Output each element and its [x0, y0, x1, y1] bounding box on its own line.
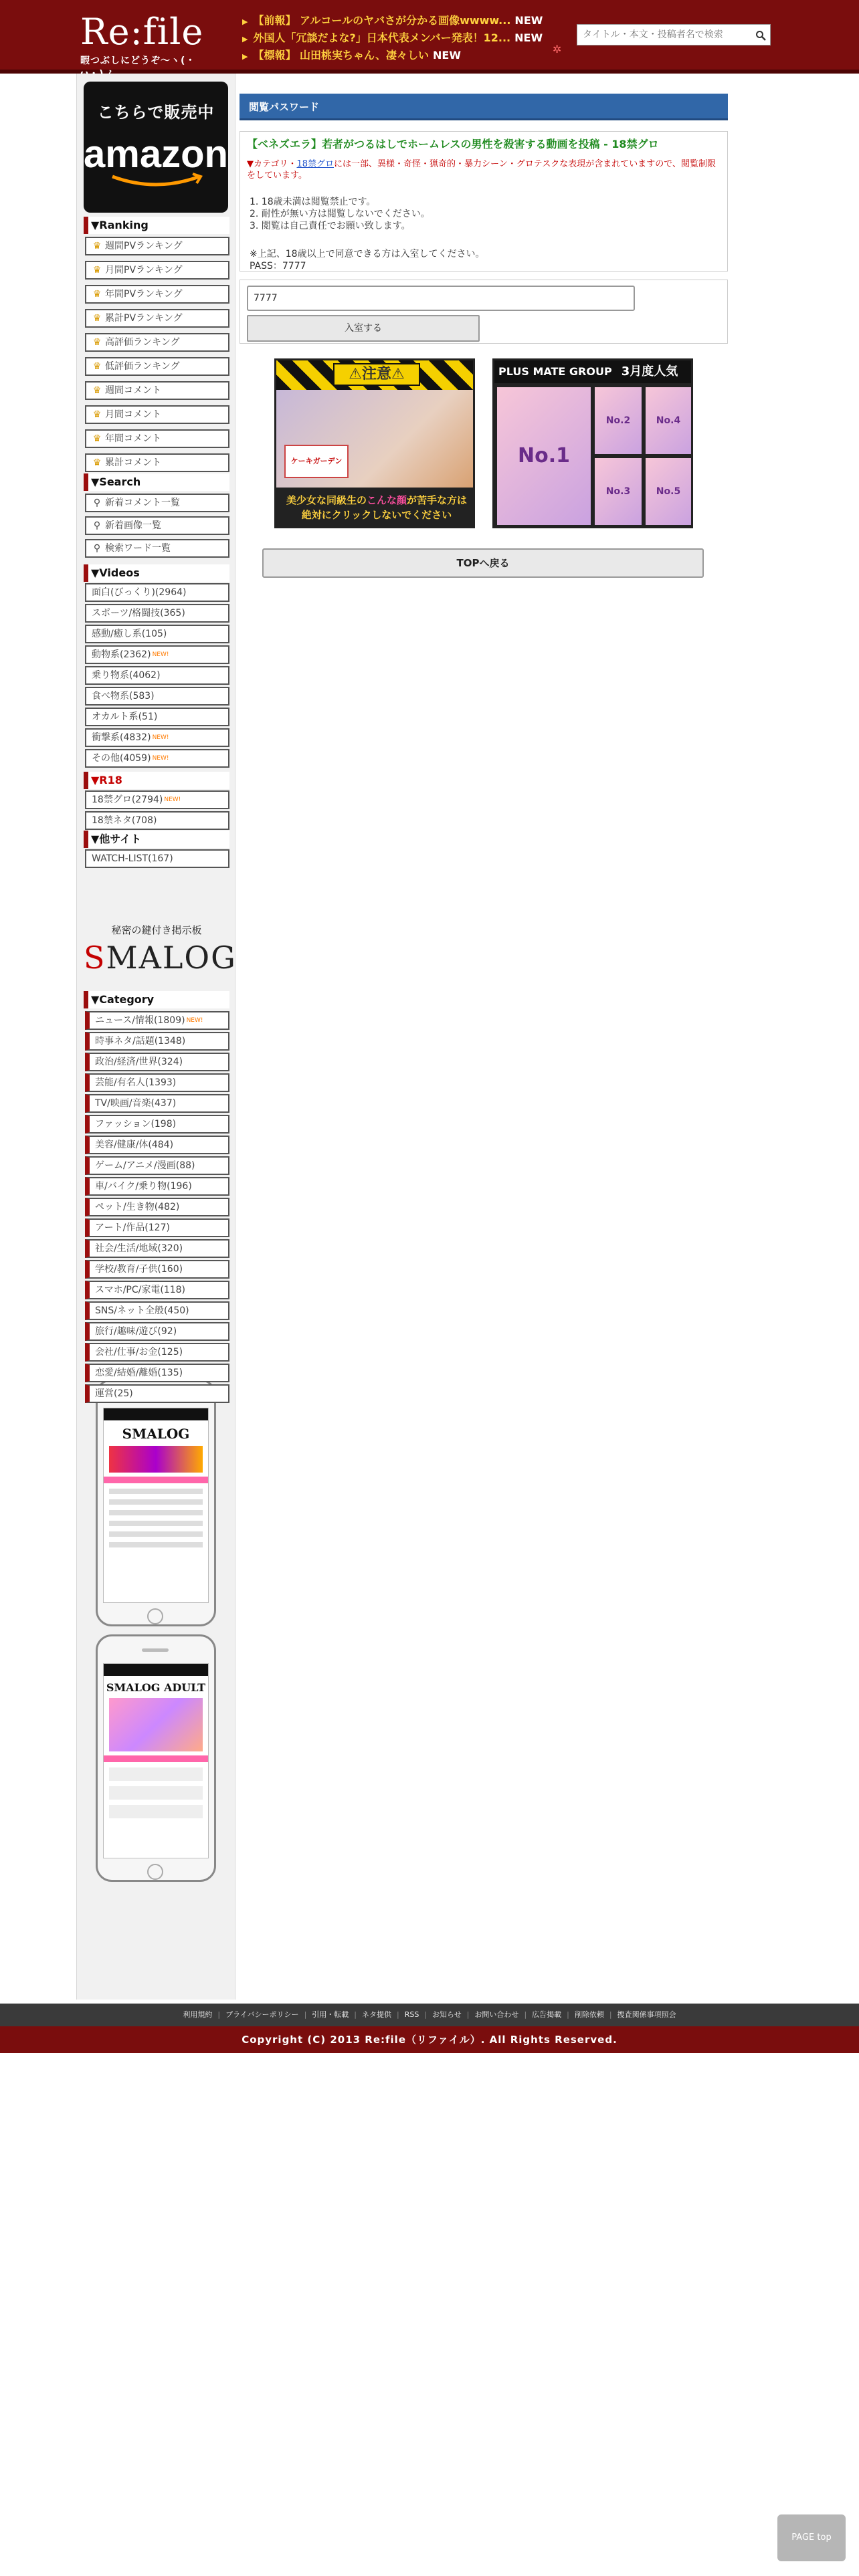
sidebar-search-item[interactable]: [85, 539, 229, 558]
sidebar-video-item[interactable]: [85, 645, 229, 664]
section-r18: ▼R18: [84, 772, 229, 789]
sidebar-item-label: 社会/生活/地域(320): [95, 1243, 183, 1254]
search-icon[interactable]: [755, 30, 766, 41]
crown-icon: ♛: [92, 433, 102, 444]
ad-banner-ranking[interactable]: [492, 358, 693, 528]
sidebar-item-label: 芸能/有名人(1393): [95, 1077, 177, 1088]
sidebar-ranking-item[interactable]: [85, 429, 229, 448]
footer-link[interactable]: プライバシーポリシー: [225, 2010, 299, 2019]
sidebar-item-label: 新着画像一覧: [105, 520, 161, 531]
crown-icon: ♛: [92, 241, 102, 251]
sidebar-video-item[interactable]: [85, 666, 229, 685]
warning-prefix: ▼カテゴリ・: [247, 159, 297, 169]
ad-caption-line2: 絶対にクリックしないでください: [301, 509, 452, 521]
sidebar-item-label: 新着コメント一覧: [105, 498, 180, 508]
rules-list: [250, 196, 718, 232]
footer-separator: |: [524, 2010, 527, 2019]
sidebar-item-label: 高評価ランキング: [105, 337, 180, 348]
smartphone-banner[interactable]: [96, 1379, 216, 1626]
sidebar-item-label: 政治/経済/世界(324): [95, 1057, 183, 1067]
sidebar-r18-item[interactable]: [85, 790, 229, 809]
pass-hint: PASS：7777: [250, 261, 306, 272]
footer-separator: |: [609, 2010, 612, 2019]
news-ticker: [242, 12, 557, 64]
ticker-item[interactable]: [242, 12, 557, 29]
warning-tag-text: 注意: [361, 366, 391, 383]
sidebar-category-item[interactable]: [85, 1343, 229, 1362]
sidebar-ranking-item[interactable]: [85, 237, 229, 255]
sidebar-ranking-item[interactable]: [85, 381, 229, 400]
sidebar-r18-item[interactable]: [85, 811, 229, 830]
arrow-right-icon: ▶: [242, 35, 248, 43]
ad-panel: No.4: [646, 387, 691, 454]
warning-text: には一部、異様・奇怪・猟奇的・暴力シーン・グロテスクな表現が含まれていますので、閲覧制限をしています。: [247, 159, 716, 181]
footer-separator: |: [354, 2010, 357, 2019]
new-badge: NEW!: [152, 651, 169, 658]
sidebar-video-item[interactable]: [85, 708, 229, 726]
logo-subtitle: 暇つぶしにどうぞ〜ヽ(・: [80, 56, 196, 66]
sidebar-item-label: 旅行/趣味/遊び(92): [95, 1326, 177, 1337]
smartphone-adult-banner[interactable]: [96, 1634, 216, 1882]
smalog-logo-rest: MALOG: [106, 940, 237, 976]
ad-title: 3月度人気: [621, 364, 678, 379]
footer-link[interactable]: 利用規約: [183, 2010, 213, 2019]
section-other-sites: ▼他サイト: [84, 831, 229, 848]
sidebar-item-label: スポーツ/格闘技(365): [92, 608, 185, 619]
phone-home-button: [147, 1864, 163, 1880]
article-title: 【ベネズエラ】若者がつるはしでホームレスの男性を殺害する動画を投稿 - 18禁グロ: [247, 138, 659, 150]
phone-home-button: [147, 1608, 163, 1624]
sidebar-item-label: 週間PVランキング: [105, 241, 183, 251]
sidebar-category-item[interactable]: [85, 1301, 229, 1320]
pass-info: [250, 248, 718, 272]
sidebar-ranking-item[interactable]: [85, 357, 229, 376]
sidebar-item-label: オカルト系(51): [92, 712, 158, 722]
footer-link[interactable]: 捜査関係事項照会: [617, 2010, 676, 2019]
ad-panel: No.3: [595, 458, 642, 525]
consent-notice: ※上記、18歳以上で同意できる方は入室してください。: [250, 249, 485, 259]
sparkle-icon: ✲: [553, 43, 562, 56]
site-logo[interactable]: [80, 11, 214, 66]
sidebar-item-label: その他(4059): [92, 753, 151, 764]
new-badge: NEW!: [152, 755, 169, 762]
section-ranking: ▼Ranking: [84, 217, 229, 234]
sidebar-item-label: 動物系(2362): [92, 649, 151, 660]
sidebar-category-item[interactable]: [85, 1322, 229, 1341]
sidebar-category-item[interactable]: [85, 1094, 229, 1113]
ad-logo: ケーキガーデン: [284, 445, 349, 478]
amazon-banner[interactable]: [84, 82, 228, 213]
sidebar-item-label: 衝撃系(4832): [92, 732, 151, 743]
rule-item: 1. 18歳未満は閲覧禁止です。: [250, 197, 376, 207]
footer-link[interactable]: お問い合わせ: [474, 2010, 519, 2019]
sidebar-ranking-item[interactable]: [85, 261, 229, 280]
footer-separator: |: [397, 2010, 399, 2019]
sidebar-item-label: 恋愛/結婚/離婚(135): [95, 1368, 183, 1378]
sidebar-item-label: ペット/生き物(482): [95, 1202, 180, 1212]
sidebar-ranking-item[interactable]: [85, 309, 229, 328]
sidebar-category-item[interactable]: [85, 1260, 229, 1279]
ad-panel: No.5: [646, 458, 691, 525]
sidebar-video-item[interactable]: [85, 749, 229, 768]
site-header: [0, 0, 859, 74]
copyright: Copyright (C) 2013 Re:file（リファイル）. All Rights Reserved.: [0, 2026, 859, 2053]
sidebar-video-item[interactable]: [85, 583, 229, 602]
search-icon: ⚲: [93, 543, 101, 554]
sidebar-item-label: WATCH-LIST(167): [92, 853, 173, 864]
sidebar-item-label: ニュース/情報(1809): [95, 1015, 185, 1026]
sidebar-category-item[interactable]: [85, 1053, 229, 1071]
section-search: ▼Search: [84, 473, 229, 491]
phone-logo: SMALOG ADULT: [106, 1681, 206, 1694]
ad-header: [494, 360, 692, 383]
search-icon: ⚲: [93, 520, 101, 531]
sidebar-item-label: 年間PVランキング: [105, 289, 183, 300]
ad-caption-part: 美少女な同級生の: [286, 494, 367, 506]
sidebar-category-item[interactable]: [85, 1073, 229, 1092]
sidebar-other-item[interactable]: [85, 849, 229, 868]
sidebar: [76, 74, 235, 2000]
ad-brand: PLUS MATE GROUP: [498, 365, 612, 378]
password-form: [240, 280, 728, 344]
enter-button[interactable]: 入室する: [247, 315, 480, 342]
category-link[interactable]: 18禁グロ: [296, 159, 335, 169]
sidebar-item-label: 検索ワード一覧: [105, 543, 171, 554]
footer-separator: |: [466, 2010, 470, 2019]
crown-icon: ♛: [92, 313, 102, 324]
ad-panel: No.1: [497, 387, 591, 525]
sidebar-video-item[interactable]: [85, 604, 229, 623]
footer-separator: |: [567, 2010, 569, 2019]
search-input[interactable]: [577, 25, 745, 45]
arrow-right-icon: ▶: [242, 52, 248, 61]
new-badge: NEW: [514, 14, 543, 27]
sidebar-category-item[interactable]: [85, 1177, 229, 1196]
footer-link[interactable]: お知らせ: [432, 2010, 462, 2019]
crown-icon: ♛: [92, 409, 102, 420]
footer-link[interactable]: RSS: [404, 2010, 419, 2019]
section-videos: ▼Videos: [84, 564, 229, 582]
sidebar-category-item[interactable]: [85, 1032, 229, 1051]
sidebar-item-label: TV/映画/音楽(437): [95, 1098, 177, 1109]
sidebar-item-label: ファッション(198): [95, 1119, 177, 1130]
sidebar-item-label: SNS/ネット全般(450): [95, 1305, 189, 1316]
warning-box: [240, 131, 728, 272]
sidebar-item-label: 面白(びっくり)(2964): [92, 587, 187, 598]
sidebar-item-label: 累計PVランキング: [105, 313, 183, 324]
sidebar-video-item[interactable]: [85, 728, 229, 747]
sidebar-category-item[interactable]: [85, 1281, 229, 1299]
footer-separator: |: [424, 2010, 427, 2019]
ticker-text[interactable]: 【前報】 アルコールのヤバさが分かる画像wwww...: [253, 14, 511, 27]
warning-triangle-icon: ⚠: [391, 366, 405, 383]
sidebar-item-label: ゲーム/アニメ/漫画(88): [95, 1160, 195, 1171]
crown-icon: ♛: [92, 289, 102, 300]
crown-icon: ♛: [92, 265, 102, 276]
sidebar-item-label: 美容/健康/体(484): [95, 1140, 174, 1150]
sidebar-item-label: 週間コメント: [105, 385, 161, 396]
smalog-logo-s: S: [84, 940, 106, 976]
sidebar-ranking-item[interactable]: [85, 453, 229, 472]
arrow-right-icon: ▶: [242, 17, 248, 26]
amazon-label: こちらで販売中: [97, 103, 215, 122]
rule-item: 3. 閲覧は自己責任でお願い致します。: [250, 221, 411, 231]
ticker-item[interactable]: [242, 29, 557, 47]
logo-text[interactable]: Re:file: [80, 11, 204, 53]
sidebar-item-label: 運営(25): [95, 1388, 133, 1399]
back-to-top-button[interactable]: TOPへ戻る: [262, 548, 704, 578]
smalog-caption: 秘密の鍵付き掲示板: [111, 924, 202, 936]
sidebar-ranking-item[interactable]: [85, 285, 229, 304]
footer-link[interactable]: 引用・転載: [312, 2010, 349, 2019]
sidebar-item-label: 学校/教育/子供(160): [95, 1264, 183, 1275]
sidebar-ranking-item[interactable]: [85, 405, 229, 424]
new-badge: NEW!: [186, 1017, 203, 1024]
sidebar-item-label: 年間コメント: [105, 433, 161, 444]
smalog-logo: [84, 940, 237, 976]
ad-caption-highlight: こんな顔: [366, 494, 407, 506]
sidebar-item-label: 時事ネタ/話題(1348): [95, 1036, 186, 1047]
sidebar-video-item[interactable]: [85, 687, 229, 706]
phone-screen: [103, 1408, 209, 1603]
warning-tag: [333, 363, 420, 386]
ticker-item[interactable]: [242, 47, 557, 64]
sidebar-category-item[interactable]: [85, 1115, 229, 1134]
phone-screen: [103, 1663, 209, 1858]
ticker-text[interactable]: 【標報】 山田桃実ちゃん、凄々しい: [253, 49, 429, 62]
footer-link[interactable]: 広告掲載: [532, 2010, 562, 2019]
sidebar-category-item[interactable]: [85, 1364, 229, 1382]
sidebar-item-label: 感動/癒し系(105): [92, 629, 167, 639]
new-badge: NEW: [514, 31, 543, 44]
password-input[interactable]: [247, 286, 635, 311]
sidebar-item-label: 乗り物系(4062): [92, 670, 161, 681]
sidebar-ranking-item[interactable]: [85, 333, 229, 352]
sidebar-item-label: 食べ物系(583): [92, 691, 155, 702]
ad-banner-warning[interactable]: [274, 358, 475, 528]
new-badge: NEW!: [152, 734, 169, 741]
crown-icon: ♛: [92, 361, 102, 372]
category-warning: [247, 158, 721, 181]
search-box: [577, 24, 771, 45]
footer-nav: [0, 2004, 859, 2026]
new-badge: NEW: [433, 49, 461, 62]
phone-speaker: [142, 1648, 169, 1652]
sidebar-video-item[interactable]: [85, 625, 229, 643]
page-heading: 閲覧パスワード: [240, 94, 728, 120]
crown-icon: ♛: [92, 457, 102, 468]
sidebar-category-item[interactable]: [85, 1239, 229, 1258]
sidebar-category-item[interactable]: [85, 1136, 229, 1154]
sidebar-category-item[interactable]: [85, 1384, 229, 1403]
phone-logo: SMALOG: [122, 1426, 190, 1442]
ad-caption: [276, 488, 475, 528]
crown-icon: ♛: [92, 337, 102, 348]
sidebar-item-label: スマホ/PC/家電(118): [95, 1285, 186, 1295]
footer-link[interactable]: 削除依頼: [574, 2010, 604, 2019]
footer-link[interactable]: ネタ提供: [362, 2010, 391, 2019]
sidebar-category-item[interactable]: [85, 1156, 229, 1175]
sidebar-item-label: 累計コメント: [105, 457, 161, 468]
ad-caption-part: が苦手な方は: [407, 494, 468, 506]
sidebar-category-item[interactable]: [85, 1198, 229, 1216]
sidebar-search-item[interactable]: [85, 516, 229, 535]
ticker-text[interactable]: 外国人「冗談だよな?」日本代表メンバー発表！12...: [253, 31, 511, 44]
page-top-button[interactable]: PAGE top: [777, 2514, 846, 2561]
sidebar-item-label: 低評価ランキング: [105, 361, 180, 372]
sidebar-item-label: 月間コメント: [105, 409, 161, 420]
sidebar-item-label: 会社/仕事/お金(125): [95, 1347, 183, 1358]
sidebar-item-label: 月間PVランキング: [105, 265, 183, 276]
sidebar-item-label: 車/バイク/乗り物(196): [95, 1181, 192, 1192]
crown-icon: ♛: [92, 385, 102, 396]
sidebar-item-label: 18禁グロ(2794): [92, 794, 163, 805]
amazon-logo: amazon: [84, 132, 228, 176]
smalog-banner[interactable]: [84, 923, 237, 976]
footer-separator: |: [217, 2010, 221, 2019]
new-badge: NEW!: [164, 796, 181, 803]
sidebar-search-item[interactable]: [85, 494, 229, 512]
section-category: ▼Category: [84, 991, 229, 1008]
search-icon: ⚲: [93, 498, 101, 508]
warning-triangle-icon: ⚠: [349, 366, 362, 383]
sidebar-item-label: 18禁ネタ(708): [92, 815, 157, 826]
footer-separator: |: [304, 2010, 307, 2019]
ad-panel: No.2: [595, 387, 642, 454]
sidebar-category-item[interactable]: [85, 1218, 229, 1237]
rule-item: 2. 耐性が無い方は閲覧しないでください。: [250, 209, 430, 219]
sidebar-item-label: アート/作品(127): [95, 1222, 170, 1233]
sidebar-category-item[interactable]: [85, 1011, 229, 1030]
